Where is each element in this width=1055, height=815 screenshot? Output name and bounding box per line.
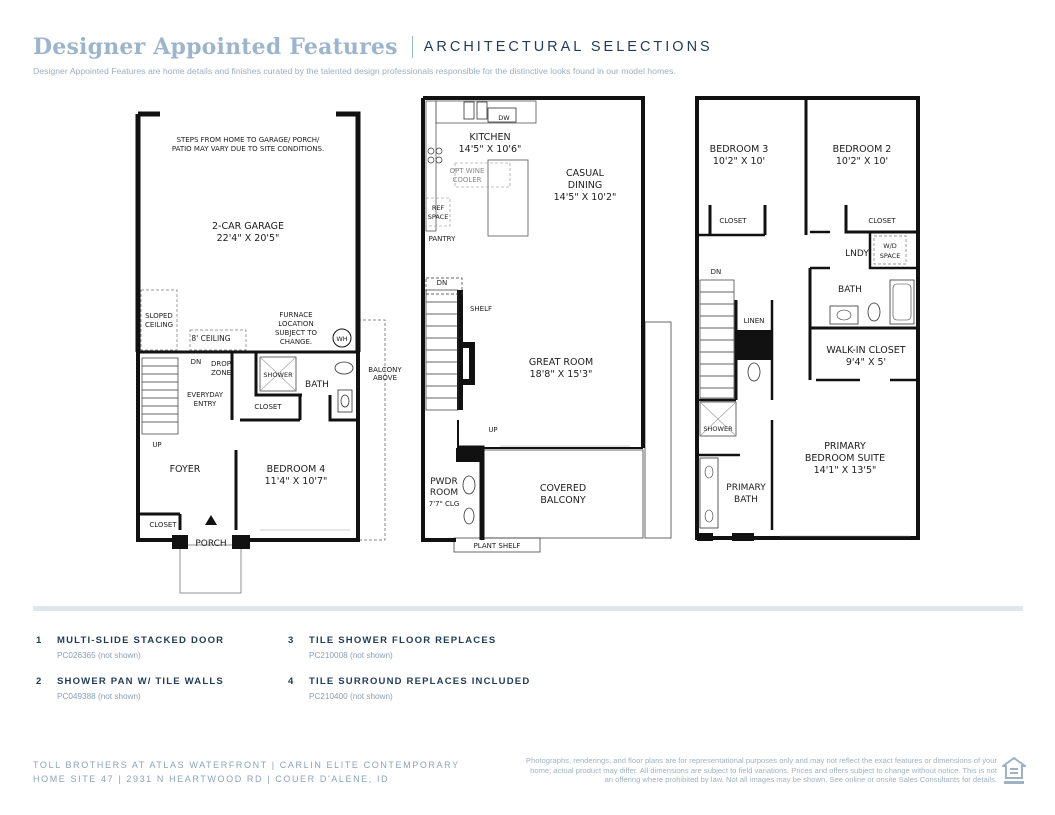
ref-space-label-1: REF bbox=[431, 204, 445, 212]
garage-note-line2: PATIO MAY VARY DUE TO SITE CONDITIONS. bbox=[171, 145, 325, 153]
bedroom4-dimensions: 11'4" X 10'7" bbox=[264, 476, 328, 487]
section-divider bbox=[33, 606, 1023, 611]
powder-room-label-2: ROOM bbox=[429, 488, 459, 498]
garage-label: 2-CAR GARAGE bbox=[212, 221, 284, 232]
primary-shower-label: SHOWER bbox=[703, 425, 733, 433]
great-room-label: GREAT ROOM bbox=[528, 357, 594, 368]
stair-down-label: DN bbox=[436, 279, 448, 287]
feature-name: TILE SURROUND REPLACES INCLUDED bbox=[309, 676, 531, 687]
bedroom2-label: BEDROOM 2 bbox=[832, 144, 892, 155]
dishwasher-label: DW bbox=[498, 114, 510, 122]
casual-dining-dimensions: 14'5" X 10'2" bbox=[553, 192, 617, 203]
powder-room-ceiling: 7'7" CLG bbox=[428, 500, 460, 508]
feature-name: SHOWER PAN W/ TILE WALLS bbox=[57, 676, 224, 687]
covered-balcony-label-2: BALCONY bbox=[540, 495, 586, 506]
washer-dryer-label-2: SPACE bbox=[879, 252, 901, 260]
feature-code: PC026365 (not shown) bbox=[57, 651, 141, 660]
bath-label: BATH bbox=[838, 285, 862, 295]
balcony-above-label-2: ABOVE bbox=[372, 374, 398, 382]
stair-up-label: UP bbox=[488, 426, 498, 434]
balcony-above-label-1: BALCONY bbox=[368, 366, 402, 374]
wine-cooler-label-2: COOLER bbox=[452, 176, 482, 184]
bath-label: BATH bbox=[305, 380, 329, 390]
primary-suite-label-2: BEDROOM SUITE bbox=[804, 453, 886, 464]
laundry-label: LNDY bbox=[845, 249, 869, 259]
primary-suite-label-1: PRIMARY bbox=[824, 441, 866, 452]
equal-housing-opportunity-icon bbox=[1002, 756, 1026, 786]
page-title: Designer Appointed Features bbox=[33, 34, 398, 60]
furnace-note-3: SUBJECT TO bbox=[274, 329, 318, 337]
primary-bath-label-2: BATH bbox=[734, 495, 758, 505]
feature-name: TILE SHOWER FLOOR REPLACES bbox=[309, 635, 497, 646]
walk-in-closet-dimensions: 9'4" X 5' bbox=[845, 357, 887, 368]
furnace-note-1: FURNACE bbox=[279, 311, 313, 319]
wine-cooler-label-1: OPT WINE bbox=[449, 167, 485, 175]
drop-zone-label-2: ZONE bbox=[211, 369, 231, 377]
bedroom3-dimensions: 10'2" X 10' bbox=[712, 156, 766, 167]
feature-code: PC210008 (not shown) bbox=[309, 651, 393, 660]
stair-down-label: DN bbox=[190, 358, 202, 366]
feature-number: 2 bbox=[36, 676, 43, 687]
drop-zone-label-1: DROP bbox=[211, 360, 231, 368]
stair-up-label: UP bbox=[152, 441, 162, 449]
ceiling-height-label: 8' CEILING bbox=[191, 334, 231, 343]
sloped-ceiling-label-1: SLOPED bbox=[145, 312, 173, 320]
shower-label: SHOWER bbox=[263, 371, 293, 379]
primary-bath-label-1: PRIMARY bbox=[726, 483, 766, 493]
pantry-label: PANTRY bbox=[428, 235, 456, 243]
feature-number: 4 bbox=[288, 676, 295, 687]
ref-space-label-2: SPACE bbox=[427, 213, 449, 221]
foyer-label: FOYER bbox=[169, 464, 201, 475]
feature-code: PC210400 (not shown) bbox=[309, 692, 393, 701]
covered-balcony-label-1: COVERED bbox=[539, 483, 587, 494]
community-line: TOLL BROTHERS AT ATLAS WATERFRONT | CARLIN ELITE CONTEMPORARY bbox=[33, 760, 460, 770]
furnace-note-2: LOCATION bbox=[278, 320, 314, 328]
bedroom2-closet-label: CLOSET bbox=[868, 217, 896, 225]
sloped-ceiling-label-2: CEILING bbox=[145, 321, 173, 329]
garage-note-line1: STEPS FROM HOME TO GARAGE/ PORCH/ bbox=[176, 136, 320, 144]
feature-number: 3 bbox=[288, 635, 295, 646]
floor-plan-ground bbox=[138, 114, 402, 593]
porch-label: PORCH bbox=[195, 539, 227, 549]
garage-dimensions: 22'4" X 20'5" bbox=[216, 233, 280, 244]
bedroom4-label: BEDROOM 4 bbox=[266, 464, 326, 475]
everyday-entry-label-1: EVERYDAY bbox=[186, 391, 224, 399]
feature-name: MULTI-SLIDE STACKED DOOR bbox=[57, 635, 225, 646]
bedroom3-closet-label: CLOSET bbox=[719, 217, 747, 225]
address-line: HOME SITE 47 | 2931 N HEARTWOOD RD | COUER D'ALENE, ID bbox=[33, 774, 390, 784]
disclaimer-text: Photographs, renderings, and floor plans are for representational purposes only and may not reflect the exact features or dimensions of your home; actual product may differ. All dimensions are subject to field variations. Prices and offers subject to change without notice. This is not an offering where prohibited by law. Not all images may be shown. See online or onsite Sales Consultants for details. bbox=[525, 756, 997, 785]
section-title: ARCHITECTURAL SELECTIONS bbox=[423, 39, 713, 55]
powder-room-label-1: PWDR bbox=[430, 477, 458, 487]
water-heater-label: WH bbox=[336, 335, 348, 343]
great-room-dimensions: 18'8" X 15'3" bbox=[529, 369, 593, 380]
stair-down-label: DN bbox=[710, 268, 722, 276]
linen-label: LINEN bbox=[743, 317, 765, 325]
plant-shelf-label: PLANT SHELF bbox=[473, 542, 521, 550]
washer-dryer-label-1: W/D bbox=[883, 242, 897, 250]
shelf-label: SHELF bbox=[469, 305, 493, 313]
bedroom3-label: BEDROOM 3 bbox=[709, 144, 769, 155]
closet-label: CLOSET bbox=[254, 403, 282, 411]
foyer-closet-label: CLOSET bbox=[149, 521, 177, 529]
bedroom2-dimensions: 10'2" X 10' bbox=[835, 156, 889, 167]
kitchen-dimensions: 14'5" X 10'6" bbox=[458, 144, 522, 155]
casual-dining-label-2: DINING bbox=[567, 180, 603, 191]
floor-plan-main bbox=[423, 98, 671, 552]
primary-suite-dimensions: 14'1" X 13'5" bbox=[813, 465, 877, 476]
walk-in-closet-label: WALK-IN CLOSET bbox=[826, 345, 906, 356]
floor-plan-upper bbox=[697, 98, 918, 541]
kitchen-label: KITCHEN bbox=[469, 132, 511, 143]
page-subtitle: Designer Appointed Features are home details and finishes curated by the talented design professionals responsible for the distinctive looks found in our model homes. bbox=[33, 66, 676, 76]
furnace-note-4: CHANGE. bbox=[279, 338, 313, 346]
casual-dining-label-1: CASUAL bbox=[566, 168, 604, 179]
feature-code: PC049388 (not shown) bbox=[57, 692, 141, 701]
everyday-entry-label-2: ENTRY bbox=[193, 400, 217, 408]
feature-number: 1 bbox=[36, 635, 43, 646]
